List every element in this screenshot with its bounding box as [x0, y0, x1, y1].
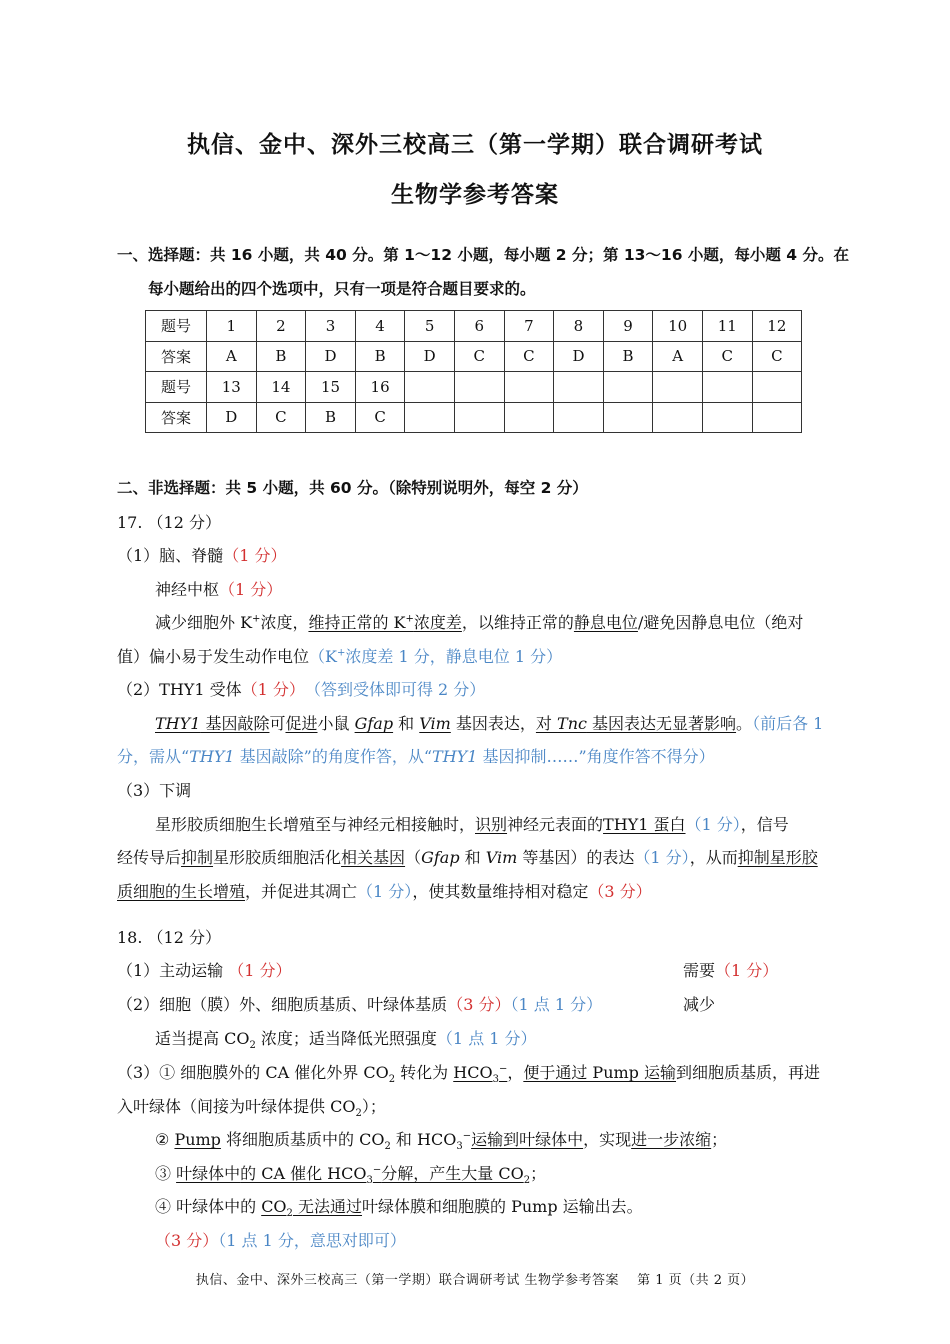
table-cell: B: [306, 402, 356, 433]
table-cell: C: [355, 402, 405, 433]
q18-heading: 18. （12 分）: [117, 928, 221, 947]
q17-heading: 17. （12 分）: [117, 513, 221, 532]
table-cell: D: [306, 341, 356, 372]
q18-p3-d: ③ 叶绿体中的 CA 催化 $HCO_3^-$分解，产生大量 $CO_2$；: [155, 1164, 547, 1187]
table-cell: [653, 402, 703, 433]
table-cell: B: [603, 341, 653, 372]
table-cell: 3: [306, 311, 356, 342]
q17-p1-c: 减少细胞外 K+浓度，维持正常的 K+浓度差，以维持正常的静息电位/避免因静息电位（绝对: [155, 613, 804, 632]
table-cell: [603, 372, 653, 403]
table-cell: C: [752, 341, 802, 372]
q17-p2-a: （2）THY1 受体（1 分） （答到受体即可得 2 分）: [117, 680, 486, 699]
q17-p3-b: 星形胶质细胞生长增殖至与神经元相接触时，识别神经元表面的THY1 蛋白（1 分），信号: [155, 815, 789, 834]
q18-p2-a: （2）细胞（膜）外、细胞质基质、叶绿体基质（3 分）（1 点 1 分）: [117, 995, 603, 1014]
table-cell: A: [207, 341, 257, 372]
table-cell: A: [653, 341, 703, 372]
page-footer: 执信、金中、深外三校高三（第一学期）联合调研考试 生物学参考答案 第 1 页（共 2 页）: [195, 1273, 755, 1288]
q17-p3-d: 质细胞的生长增殖，并促进其凋亡（1 分），使其数量维持相对稳定（3 分）: [117, 882, 652, 901]
q18-p3-f: （3 分）（1 点 1 分，意思对即可）: [155, 1231, 406, 1250]
table-cell: [752, 372, 802, 403]
table-cell: 11: [702, 311, 752, 342]
table-cell: 10: [653, 311, 703, 342]
table-cell: 16: [355, 372, 405, 403]
table-cell: [454, 372, 504, 403]
table-cell: [504, 402, 554, 433]
table-cell: [653, 372, 703, 403]
table-cell: 12: [752, 311, 802, 342]
row-label: 题号: [146, 311, 207, 342]
table-cell: 1: [207, 311, 257, 342]
table-cell: C: [702, 341, 752, 372]
exam-title: 执信、金中、深外三校高三（第一学期）联合调研考试: [187, 132, 763, 158]
answer-table: [145, 310, 802, 433]
table-cell: [504, 372, 554, 403]
q17-p1-d: 值）偏小易于发生动作电位（K+浓度差 1 分，静息电位 1 分）: [117, 647, 563, 666]
table-cell: 4: [355, 311, 405, 342]
q18-p1-b: 需要（1 分）: [683, 961, 779, 980]
table-cell: C: [504, 341, 554, 372]
row-label: 答案: [146, 341, 207, 372]
section1-heading: 一、选择题：共 16 小题，共 40 分。第 1～12 小题，每小题 2 分；第 13～16 小题，每小题 4 分。在: [117, 246, 849, 264]
section2-heading: 二、非选择题：共 5 小题，共 60 分。（除特别说明外，每空 2 分）: [117, 479, 588, 497]
q17-p1-a: （1）脑、脊髓（1 分）: [117, 546, 287, 565]
q18-p2-c: 适当提高 $CO_2$ 浓度；适当降低光照强度（1 点 1 分）: [155, 1029, 537, 1052]
table-row: [146, 311, 802, 342]
q17-p2-b: THY1 基因敲除可促进小鼠 Gfap 和 Vim 基因表达，对 Tnc 基因表达无显著影响。（前后各 1: [155, 714, 824, 733]
table-cell: 7: [504, 311, 554, 342]
table-cell: [554, 372, 604, 403]
q17-p3-c: 经传导后抑制星形胶质细胞活化相关基因（Gfap 和 Vim 等基因）的表达（1 分），从而抑制星形胶: [117, 848, 818, 867]
table-cell: [702, 402, 752, 433]
table-cell: 8: [554, 311, 604, 342]
q17-p1-b: 神经中枢（1 分）: [155, 580, 283, 599]
row-label: 题号: [146, 372, 207, 403]
table-cell: C: [256, 402, 306, 433]
table-cell: 2: [256, 311, 306, 342]
table-cell: D: [554, 341, 604, 372]
table-cell: B: [355, 341, 405, 372]
table-row: [146, 341, 802, 372]
q18-p3-c: ② Pump 将细胞质基质中的 $CO_2$ 和 $HCO_3^-$运输到叶绿体中，实现进一步浓缩；: [155, 1130, 728, 1153]
q17-p3-a: （3）下调: [117, 781, 192, 800]
table-cell: 5: [405, 311, 455, 342]
row-label: 答案: [146, 402, 207, 433]
table-cell: B: [256, 341, 306, 372]
section1-heading-cont: 每小题给出的四个选项中，只有一项是符合题目要求的。: [148, 280, 536, 298]
table-cell: D: [207, 402, 257, 433]
table-cell: 14: [256, 372, 306, 403]
table-cell: [454, 402, 504, 433]
table-cell: [405, 402, 455, 433]
q17-p2-c: 分，需从“THY1 基因敲除”的角度作答，从“THY1 基因抑制……”角度作答不得分）: [117, 747, 715, 766]
table-cell: 15: [306, 372, 356, 403]
table-cell: [554, 402, 604, 433]
exam-subtitle: 生物学参考答案: [391, 182, 559, 208]
q18-p3-a: （3）① 细胞膜外的 CA 催化外界 $CO_2$ 转化为 $HCO_3^-$，便于通过 Pump 运输到细胞质基质，再进: [117, 1063, 821, 1086]
table-cell: [702, 372, 752, 403]
table-cell: 6: [454, 311, 504, 342]
table-row: [146, 402, 802, 433]
q18-p3-e: ④ 叶绿体中的 $CO_2$ 无法通过叶绿体膜和细胞膜的 Pump 运输出去。: [155, 1197, 643, 1220]
table-cell: 13: [207, 372, 257, 403]
table-cell: 9: [603, 311, 653, 342]
q18-p1-a: （1）主动运输 （1 分）: [117, 961, 292, 980]
table-row: [146, 372, 802, 403]
table-cell: [405, 372, 455, 403]
q18-p3-b: 入叶绿体（间接为叶绿体提供 $CO_2$）；: [117, 1097, 386, 1120]
table-cell: D: [405, 341, 455, 372]
table-cell: C: [454, 341, 504, 372]
q18-p2-b: 减少: [683, 995, 716, 1014]
table-cell: [603, 402, 653, 433]
table-cell: [752, 402, 802, 433]
